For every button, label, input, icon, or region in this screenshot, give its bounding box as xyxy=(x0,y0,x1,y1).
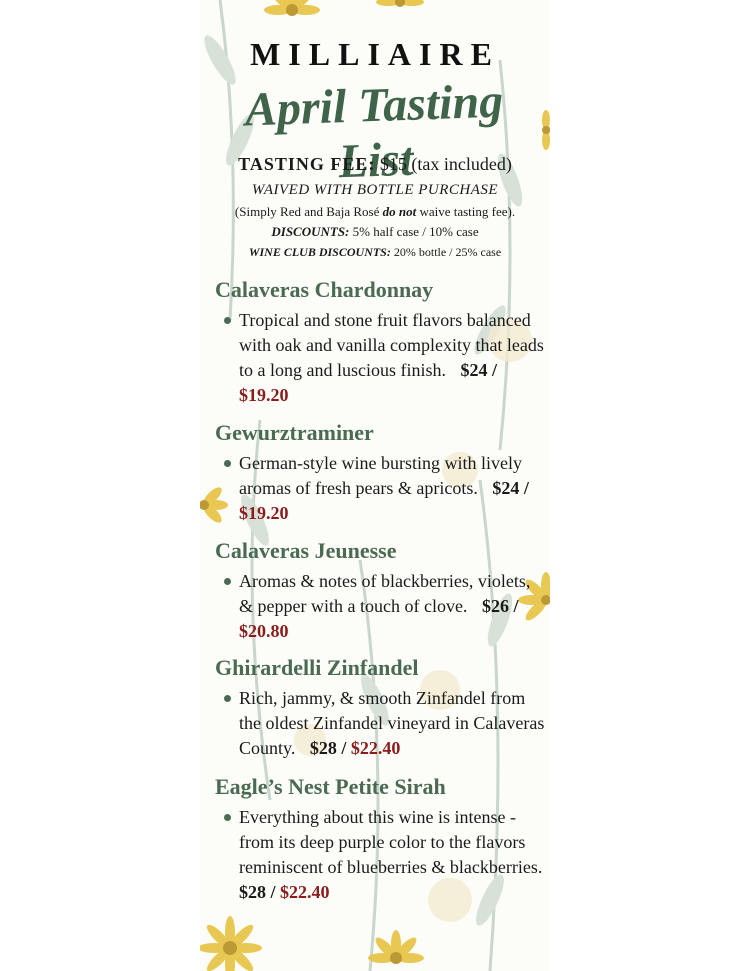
wine-description-item xyxy=(215,569,545,644)
wine-price: $28 xyxy=(239,882,266,902)
note-pre: (Simply Red and Baja Rosé xyxy=(234,204,380,219)
wine-description-item xyxy=(215,451,545,526)
page-title: April Tasting List xyxy=(244,74,505,189)
wine-price-group: $24 / $19.20 xyxy=(239,478,529,523)
club-label: WINE CLUB DISCOUNTS: xyxy=(248,245,391,259)
wine-club-price: $19.20 xyxy=(239,385,289,405)
wine-entry xyxy=(215,419,545,526)
bullet-icon xyxy=(224,695,231,702)
content xyxy=(200,0,550,971)
tasting-list-card xyxy=(200,0,550,971)
wine-description: German-style wine bursting with lively aromas of fresh pears & apricots. xyxy=(239,453,522,498)
waived-notice: WAIVED WITH BOTTLE PURCHASE xyxy=(251,182,499,198)
wine-name: Ghirardelli Zinfandel xyxy=(215,655,419,680)
tasting-fee-label: TASTING FEE: xyxy=(238,154,376,174)
wine-price: $24 xyxy=(492,478,520,498)
wine-price: $26 xyxy=(481,596,509,616)
note-emphasis: do not xyxy=(382,204,417,219)
wine-price: $24 xyxy=(460,360,488,380)
wine-description: Tropical and stone fruit flavors balanced with oak and vanilla complexity that leads to a long and luscious finish. xyxy=(239,310,544,380)
club-text: 20% bottle / 25% case xyxy=(393,245,502,259)
wine-description: Aromas & notes of blackberries, violets, & pepper with a touch of clove. xyxy=(239,571,531,616)
bullet-icon xyxy=(224,460,231,467)
brand-name: MILLIAIRE xyxy=(250,36,500,72)
wine-description: Everything about this wine is intense - from its deep purple color to the flavors reminiscent of blueberries & blackberries. xyxy=(239,807,543,877)
wine-club-price: $19.20 xyxy=(239,503,289,523)
wine-description-item xyxy=(215,686,545,761)
wine-description-item xyxy=(215,805,545,905)
wine-description-item xyxy=(215,308,545,408)
note-post: waive tasting fee). xyxy=(419,204,516,219)
wine-name: Calaveras Chardonnay xyxy=(215,277,434,302)
wine-price-group: $28 / $22.40 xyxy=(239,882,330,902)
tasting-fee xyxy=(200,154,550,175)
discounts-text: 5% half case / 10% case xyxy=(352,224,479,239)
wine-club-discounts xyxy=(200,245,550,260)
wine-name: Eagle’s Nest Petite Sirah xyxy=(215,774,446,799)
bullet-icon xyxy=(224,578,231,585)
wine-price-group: $24 / $19.20 xyxy=(239,360,497,405)
wine-name: Calaveras Jeunesse xyxy=(215,538,397,563)
wine-club-price: $22.40 xyxy=(350,738,401,758)
wine-club-price: $22.40 xyxy=(280,882,330,902)
waiver-exception-note xyxy=(200,204,550,220)
wine-entry xyxy=(215,276,545,408)
wine-price-group: $28 / $22.40 xyxy=(309,738,401,758)
discounts xyxy=(200,224,550,240)
wine-entry xyxy=(215,654,545,761)
bullet-icon xyxy=(224,814,231,821)
discounts-label: DISCOUNTS: xyxy=(271,224,350,239)
wine-entry xyxy=(215,773,545,905)
wine-description: Rich, jammy, & smooth Zinfandel from the oldest Zinfandel vineyard in Calaveras County. xyxy=(239,688,545,758)
wine-entry xyxy=(215,537,545,644)
tasting-fee-amount: $15 (tax included) xyxy=(379,154,512,174)
wine-name: Gewurztraminer xyxy=(215,420,374,445)
wine-price-group: $26 / $20.80 xyxy=(239,596,519,641)
wine-price: $28 xyxy=(309,738,337,758)
bullet-icon xyxy=(224,317,231,324)
wine-club-price: $20.80 xyxy=(239,621,289,641)
